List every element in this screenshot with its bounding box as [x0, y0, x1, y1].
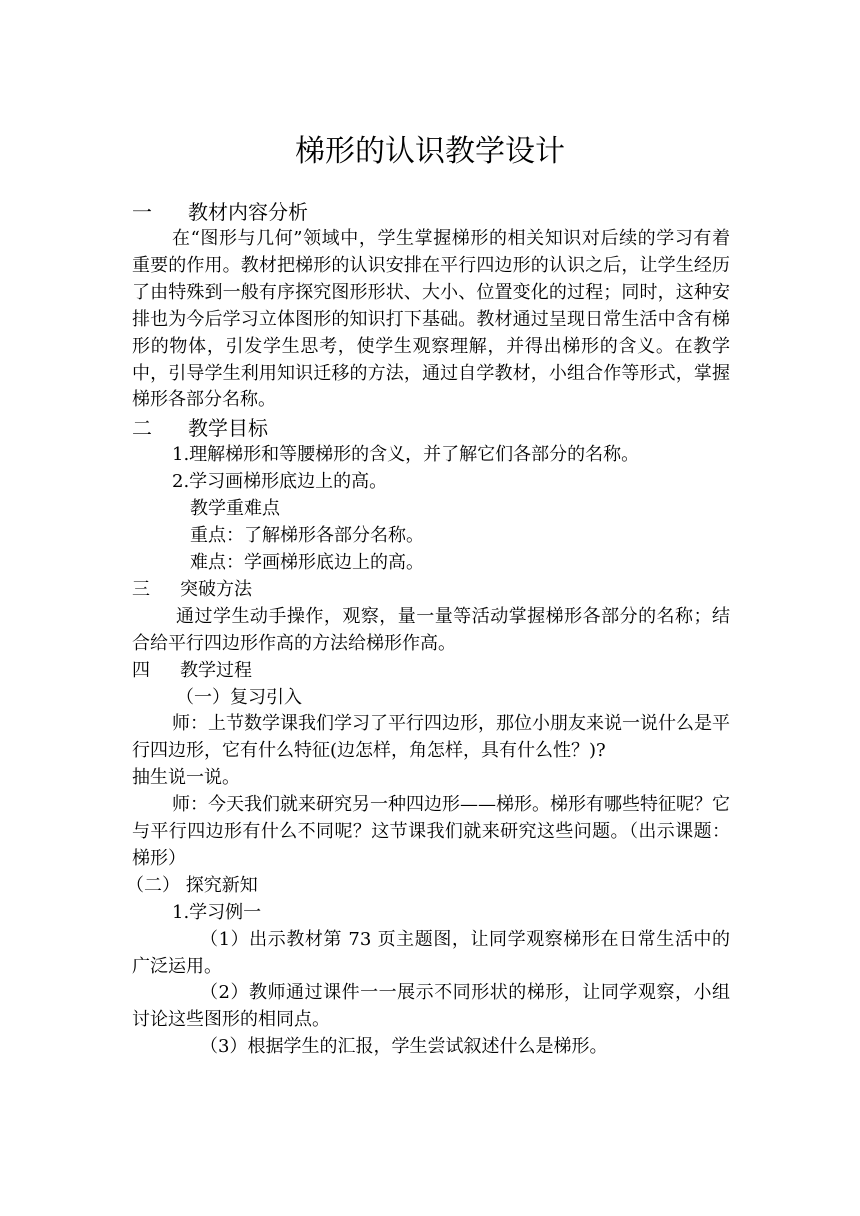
paragraph: 师：今天我们就来研究另一种四边形——梯形。梯形有哪些特征呢？它与平行四边形有什么不同呢？这节课我们就来研究这些问题。（出示课题：梯形）	[132, 794, 730, 869]
step-item: （3）根据学生的汇报，学生尝试叙述什么是梯形。	[200, 1036, 608, 1058]
section-heading-3	[132, 577, 730, 604]
section-heading-4	[132, 658, 730, 685]
section-heading-1	[132, 198, 730, 226]
sub-heading: （二） 探究新知	[126, 874, 258, 896]
section-title: 突破方法	[180, 578, 252, 600]
paragraph: 师：上节数学课我们学习了平行四边形，那位小朋友来说一说什么是平行四边形，它有什么特征(边怎样，角怎样，具有什么性？)?	[132, 713, 730, 762]
section-title: 教材内容分析	[188, 200, 308, 224]
section-title: 教学过程	[180, 659, 252, 681]
step-item: （2）教师通过课件一一展示不同形状的梯形，让同学观察，小组讨论这些图形的相同点。	[132, 982, 730, 1031]
key-point: 重点：了解梯形各部分名称。	[190, 525, 424, 547]
step-item: （1）出示教材第 73 页主题图，让同学观察梯形在日常生活中的广泛运用。	[132, 928, 730, 977]
sub-heading: （一）复习引入	[176, 686, 302, 708]
section-number: 一	[132, 200, 152, 224]
list-item: 1.理解梯形和等腰梯形的含义，并了解它们各部分的名称。	[172, 444, 640, 466]
document-body	[126, 198, 730, 1061]
sub-heading: 1.学习例一	[172, 901, 262, 923]
section-heading-2	[132, 414, 730, 442]
sub-heading: 教学重难点	[190, 498, 280, 520]
section-number: 二	[132, 416, 152, 441]
list-item: 2.学习画梯形底边上的高。	[172, 471, 388, 493]
paragraph: 在“图形与几何”领域中，学生掌握梯形的相关知识对后续的学习有着重要的作用。教材把梯形的认识安排在平行四边形的认识之后，让学生经历了由特殊到一般有序探究图形形状、大小、位置变化的过程；同时，这种安排也为今后学习立体图形的知识打下基础。教材通过呈现日常生活中含有梯形的物体，引发学生思考，使学生观察理解，并得出梯形的含义。在教学中，引导学生利用知识迁移的方法，通过自学教材，小组合作等形式，掌握梯形各部分名称。	[132, 228, 730, 411]
paragraph: 通过学生动手操作，观察，量一量等活动掌握梯形各部分的名称；结合给平行四边形作高的方法给梯形作高。	[132, 605, 730, 654]
section-number: 四	[132, 659, 150, 681]
difficult-point: 难点：学画梯形底边上的高。	[190, 551, 424, 573]
document-title: 梯形的认识教学设计	[295, 134, 565, 169]
section-title: 教学目标	[188, 416, 268, 441]
paragraph: 抽生说一说。	[132, 767, 240, 789]
section-number: 三	[132, 578, 150, 600]
